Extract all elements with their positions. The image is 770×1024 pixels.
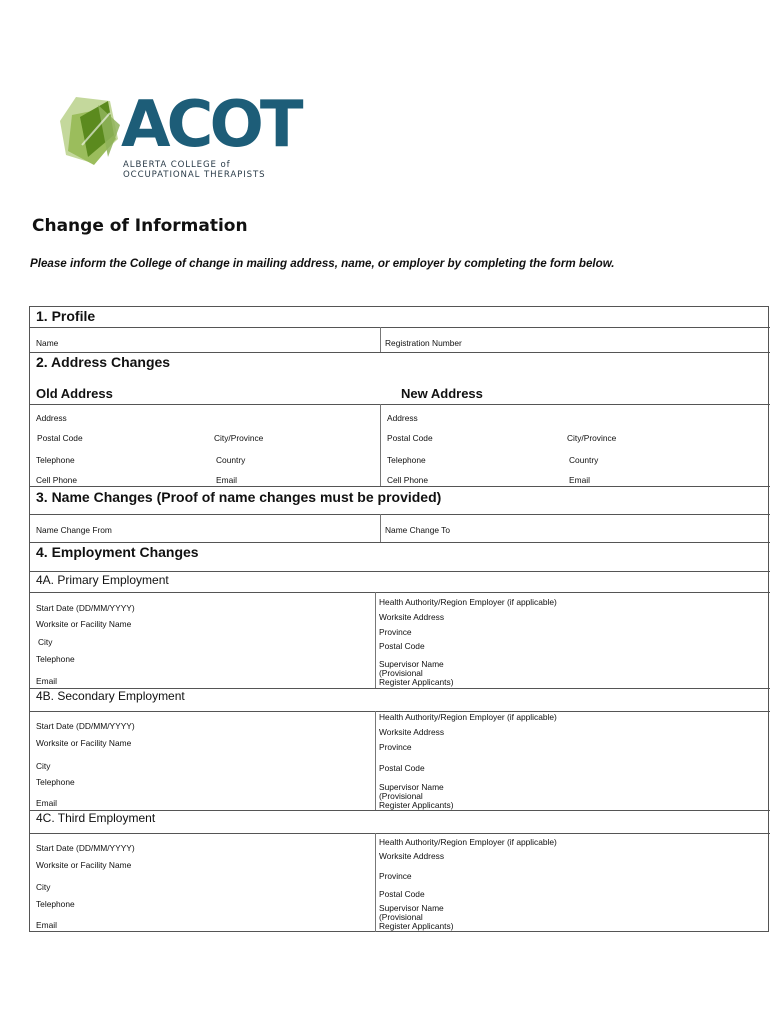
old-postal-code-field[interactable]: Postal Code [37, 433, 83, 443]
third-worksite-address-field[interactable]: Worksite Address [379, 851, 445, 861]
supervisor-label-line-1: Supervisor Name [379, 782, 444, 792]
third-postal-code-field[interactable]: Postal Code [379, 889, 425, 899]
third-employment-heading: 4C. Third Employment [36, 811, 156, 825]
supervisor-label-line-2: (Provisional [379, 667, 423, 678]
primary-supervisor-field[interactable] [379, 660, 453, 686]
secondary-supervisor-field[interactable] [379, 783, 453, 809]
supervisor-label-line-3: Register Applicants) [379, 676, 454, 687]
secondary-email-field[interactable]: Email [36, 798, 57, 808]
profile-heading: 1. Profile [36, 308, 96, 324]
secondary-telephone-field[interactable]: Telephone [36, 777, 75, 787]
name-changes-heading: 3. Name Changes (Proof of name changes must be provided) [36, 489, 442, 505]
new-telephone-field[interactable]: Telephone [387, 455, 426, 465]
old-address-heading: Old Address [36, 386, 113, 401]
primary-postal-code-field[interactable]: Postal Code [379, 641, 425, 651]
new-address-field[interactable]: Address [387, 413, 418, 423]
secondary-start-date-field[interactable]: Start Date (DD/MM/YYYY) [36, 721, 135, 731]
supervisor-label-line-2: (Provisional [379, 790, 423, 801]
supervisor-label-line-1: Supervisor Name [379, 659, 444, 669]
old-telephone-field[interactable]: Telephone [36, 455, 75, 465]
secondary-postal-code-field[interactable]: Postal Code [379, 763, 425, 773]
intro-text: Please inform the College of change in mailing address, name, or employer by completing the form below. [30, 257, 615, 270]
third-telephone-field[interactable]: Telephone [36, 899, 75, 909]
logo-line-1: ALBERTA COLLEGE of [123, 160, 231, 170]
secondary-city-field[interactable]: City [36, 761, 51, 771]
change-form [29, 306, 770, 933]
name-change-from-field[interactable]: Name Change From [36, 525, 112, 535]
third-province-field[interactable]: Province [379, 871, 412, 881]
new-postal-code-field[interactable]: Postal Code [387, 433, 433, 443]
new-email-field[interactable]: Email [569, 475, 590, 485]
registration-number-field[interactable]: Registration Number [385, 338, 462, 348]
page-title: Change of Information [32, 216, 248, 236]
supervisor-label-line-3: Register Applicants) [379, 799, 454, 810]
primary-health-authority-field[interactable]: Health Authority/Region Employer (if applicable) [379, 597, 557, 607]
leaf-icon [60, 97, 120, 165]
primary-province-field[interactable]: Province [379, 627, 412, 637]
third-city-field[interactable]: City [36, 882, 51, 892]
third-email-field[interactable]: Email [36, 920, 57, 930]
logo-line-2: OCCUPATIONAL THERAPISTS [123, 170, 266, 180]
old-email-field[interactable]: Email [216, 475, 237, 485]
secondary-health-authority-field[interactable]: Health Authority/Region Employer (if applicable) [379, 712, 557, 722]
third-health-authority-field[interactable]: Health Authority/Region Employer (if applicable) [379, 837, 557, 847]
new-city-province-field[interactable]: City/Province [567, 433, 617, 443]
primary-city-field[interactable]: City [38, 637, 53, 647]
name-field[interactable]: Name [36, 338, 59, 348]
third-supervisor-field[interactable] [379, 904, 453, 930]
secondary-province-field[interactable]: Province [379, 742, 412, 752]
supervisor-label-line-3: Register Applicants) [379, 920, 454, 931]
address-heading: 2. Address Changes [36, 354, 171, 370]
primary-telephone-field[interactable]: Telephone [36, 654, 75, 664]
secondary-employment-heading: 4B. Secondary Employment [36, 689, 185, 703]
secondary-worksite-name-field[interactable]: Worksite or Facility Name [36, 738, 132, 748]
primary-employment-heading: 4A. Primary Employment [36, 573, 169, 587]
secondary-worksite-address-field[interactable]: Worksite Address [379, 727, 445, 737]
old-city-province-field[interactable]: City/Province [214, 433, 264, 443]
old-cell-phone-field[interactable]: Cell Phone [36, 475, 77, 485]
logo-wordmark: ACOT [121, 88, 300, 162]
primary-worksite-address-field[interactable]: Worksite Address [379, 612, 445, 622]
new-country-field[interactable]: Country [569, 455, 599, 465]
new-cell-phone-field[interactable]: Cell Phone [387, 475, 428, 485]
name-change-to-field[interactable]: Name Change To [385, 525, 451, 535]
primary-worksite-name-field[interactable]: Worksite or Facility Name [36, 619, 132, 629]
old-address-field[interactable]: Address [36, 413, 67, 423]
primary-email-field[interactable]: Email [36, 676, 57, 686]
supervisor-label-line-1: Supervisor Name [379, 903, 444, 913]
third-worksite-name-field[interactable]: Worksite or Facility Name [36, 860, 132, 870]
employment-heading: 4. Employment Changes [36, 544, 199, 560]
new-address-heading: New Address [401, 386, 483, 401]
third-start-date-field[interactable]: Start Date (DD/MM/YYYY) [36, 843, 135, 853]
primary-start-date-field[interactable]: Start Date (DD/MM/YYYY) [36, 603, 135, 613]
supervisor-label-line-2: (Provisional [379, 911, 423, 922]
old-country-field[interactable]: Country [216, 455, 246, 465]
